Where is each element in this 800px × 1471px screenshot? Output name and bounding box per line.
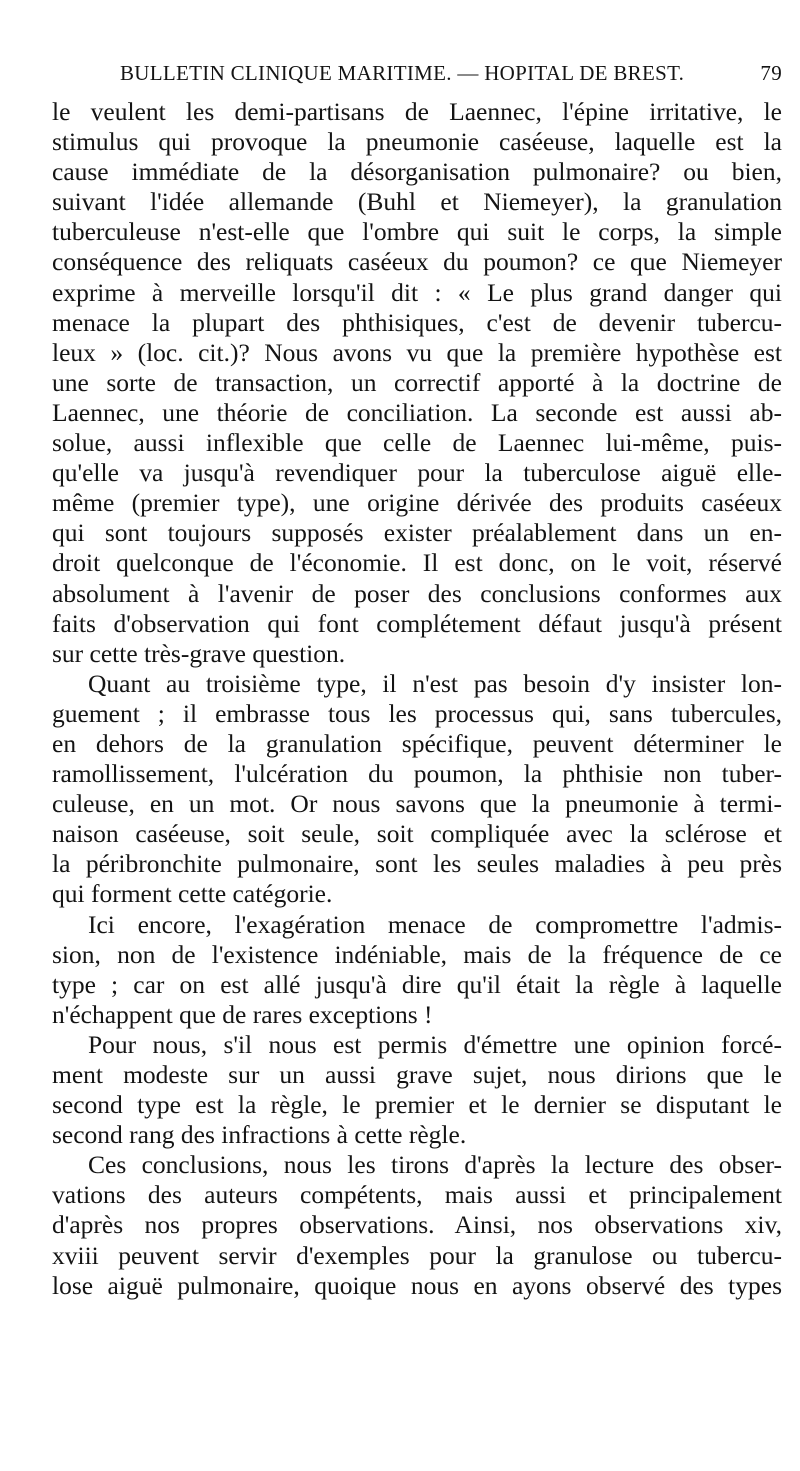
text-line: Ces conclusions, nous les tirons d'après la lecture des obser- (88, 1150, 782, 1180)
text-line: qu'elle va jusqu'à revendiquer pour la tuberculose aiguë elle- (52, 458, 782, 488)
text-line: culeuse, en un mot. Or nous savons que la pneumonie à termi- (52, 789, 782, 819)
text-line: type ; car on est allé jusqu'à dire qu'il était la règle à laquelle (52, 969, 782, 999)
text-line: absolument à l'avenir de poser des conclusions conformes aux (52, 578, 782, 608)
text-line: Ici encore, l'exagération menace de compromettre l'admis- (88, 909, 782, 939)
text-line: qui forment cette catégorie. (52, 879, 333, 909)
text-line: faits d'observation qui font complétement défaut jusqu'à présent (52, 608, 782, 638)
running-head (52, 56, 782, 90)
text-line: exprime à merveille lorsqu'il dit : « Le plus grand danger qui (52, 277, 782, 307)
text-line: la péribronchite pulmonaire, sont les seules maladies à peu près (52, 849, 782, 879)
text-line: une sorte de transaction, un correctif apporté à la doctrine de (52, 367, 782, 397)
text-line: même (premier type), une origine dérivée des produits caséeux (52, 488, 782, 518)
text-line: lose aiguë pulmonaire, quoique nous en ayons observé des types (52, 1270, 782, 1300)
text-line: qui sont toujours supposés exister préalablement dans un en- (52, 518, 782, 548)
text-line: ment modeste sur un aussi grave sujet, nous dirions que le (52, 1060, 782, 1089)
text-line: sur cette très-grave question. (52, 638, 346, 668)
text-line: ramollissement, l'ulcération du poumon, la phthisie non tuber- (52, 759, 782, 789)
text-line: n'échappent que de rares exceptions ! (52, 999, 433, 1029)
body-text (52, 97, 782, 1301)
text-line: naison caséeuse, soit seule, soit compliquée avec la sclérose et (52, 819, 782, 849)
text-line: d'après nos propres observations. Ainsi, nos observations xiv, (52, 1210, 782, 1240)
running-head-title: BULLETIN CLINIQUE MARITIME. — HOPITAL DE BREST. (120, 61, 685, 85)
text-line: second rang des infractions à cette règle. (52, 1120, 467, 1150)
text-line: suivant l'idée allemande (Buhl et Niemeyer), la granulation (52, 187, 782, 217)
text-line: xviii peuvent servir d'exemples pour la granulose ou tubercu- (52, 1240, 782, 1270)
text-line: second type est la règle, le premier et le dernier se disputant le (52, 1090, 782, 1120)
text-line: guement ; il embrasse tous les processus qui, sans tubercules, (52, 698, 782, 728)
text-line: conséquence des reliquats caséeux du poumon? ce que Niemeyer (52, 247, 782, 277)
text-line: leux » (loc. cit.)? Nous avons vu que la première hypothèse est (52, 337, 782, 367)
text-line: cause immédiate de la désorganisation pulmonaire? ou bien, (52, 157, 782, 187)
text-line: menace la plupart des phthisiques, c'est de devenir tubercu- (52, 307, 782, 337)
text-line: droit quelconque de l'économie. Il est donc, on le voit, réservé (52, 548, 782, 578)
text-line: solue, aussi inflexible que celle de Laennec lui-même, puis- (52, 428, 782, 458)
text-line: tuberculeuse n'est-elle que l'ombre qui suit le corps, la simple (52, 217, 782, 247)
text-line: Pour nous, s'il nous est permis d'émettre une opinion forcé- (88, 1029, 782, 1059)
page-number: 79 (760, 61, 782, 85)
text-line: Quant au troisième type, il n'est pas besoin d'y insister lon- (88, 668, 782, 698)
text-line: en dehors de la granulation spécifique, peuvent déterminer le (52, 728, 782, 758)
text-line: sion, non de l'existence indéniable, mais de la fréquence de ce (52, 939, 782, 969)
text-line: vations des auteurs compétents, mais aussi et principalement (52, 1180, 782, 1210)
text-line: stimulus qui provoque la pneumonie caséeuse, laquelle est la (52, 127, 782, 157)
text-line: le veulent les demi-partisans de Laennec, l'épine irritative, le (52, 97, 782, 126)
text-line: Laennec, une théorie de conciliation. La seconde est aussi ab- (52, 397, 782, 427)
